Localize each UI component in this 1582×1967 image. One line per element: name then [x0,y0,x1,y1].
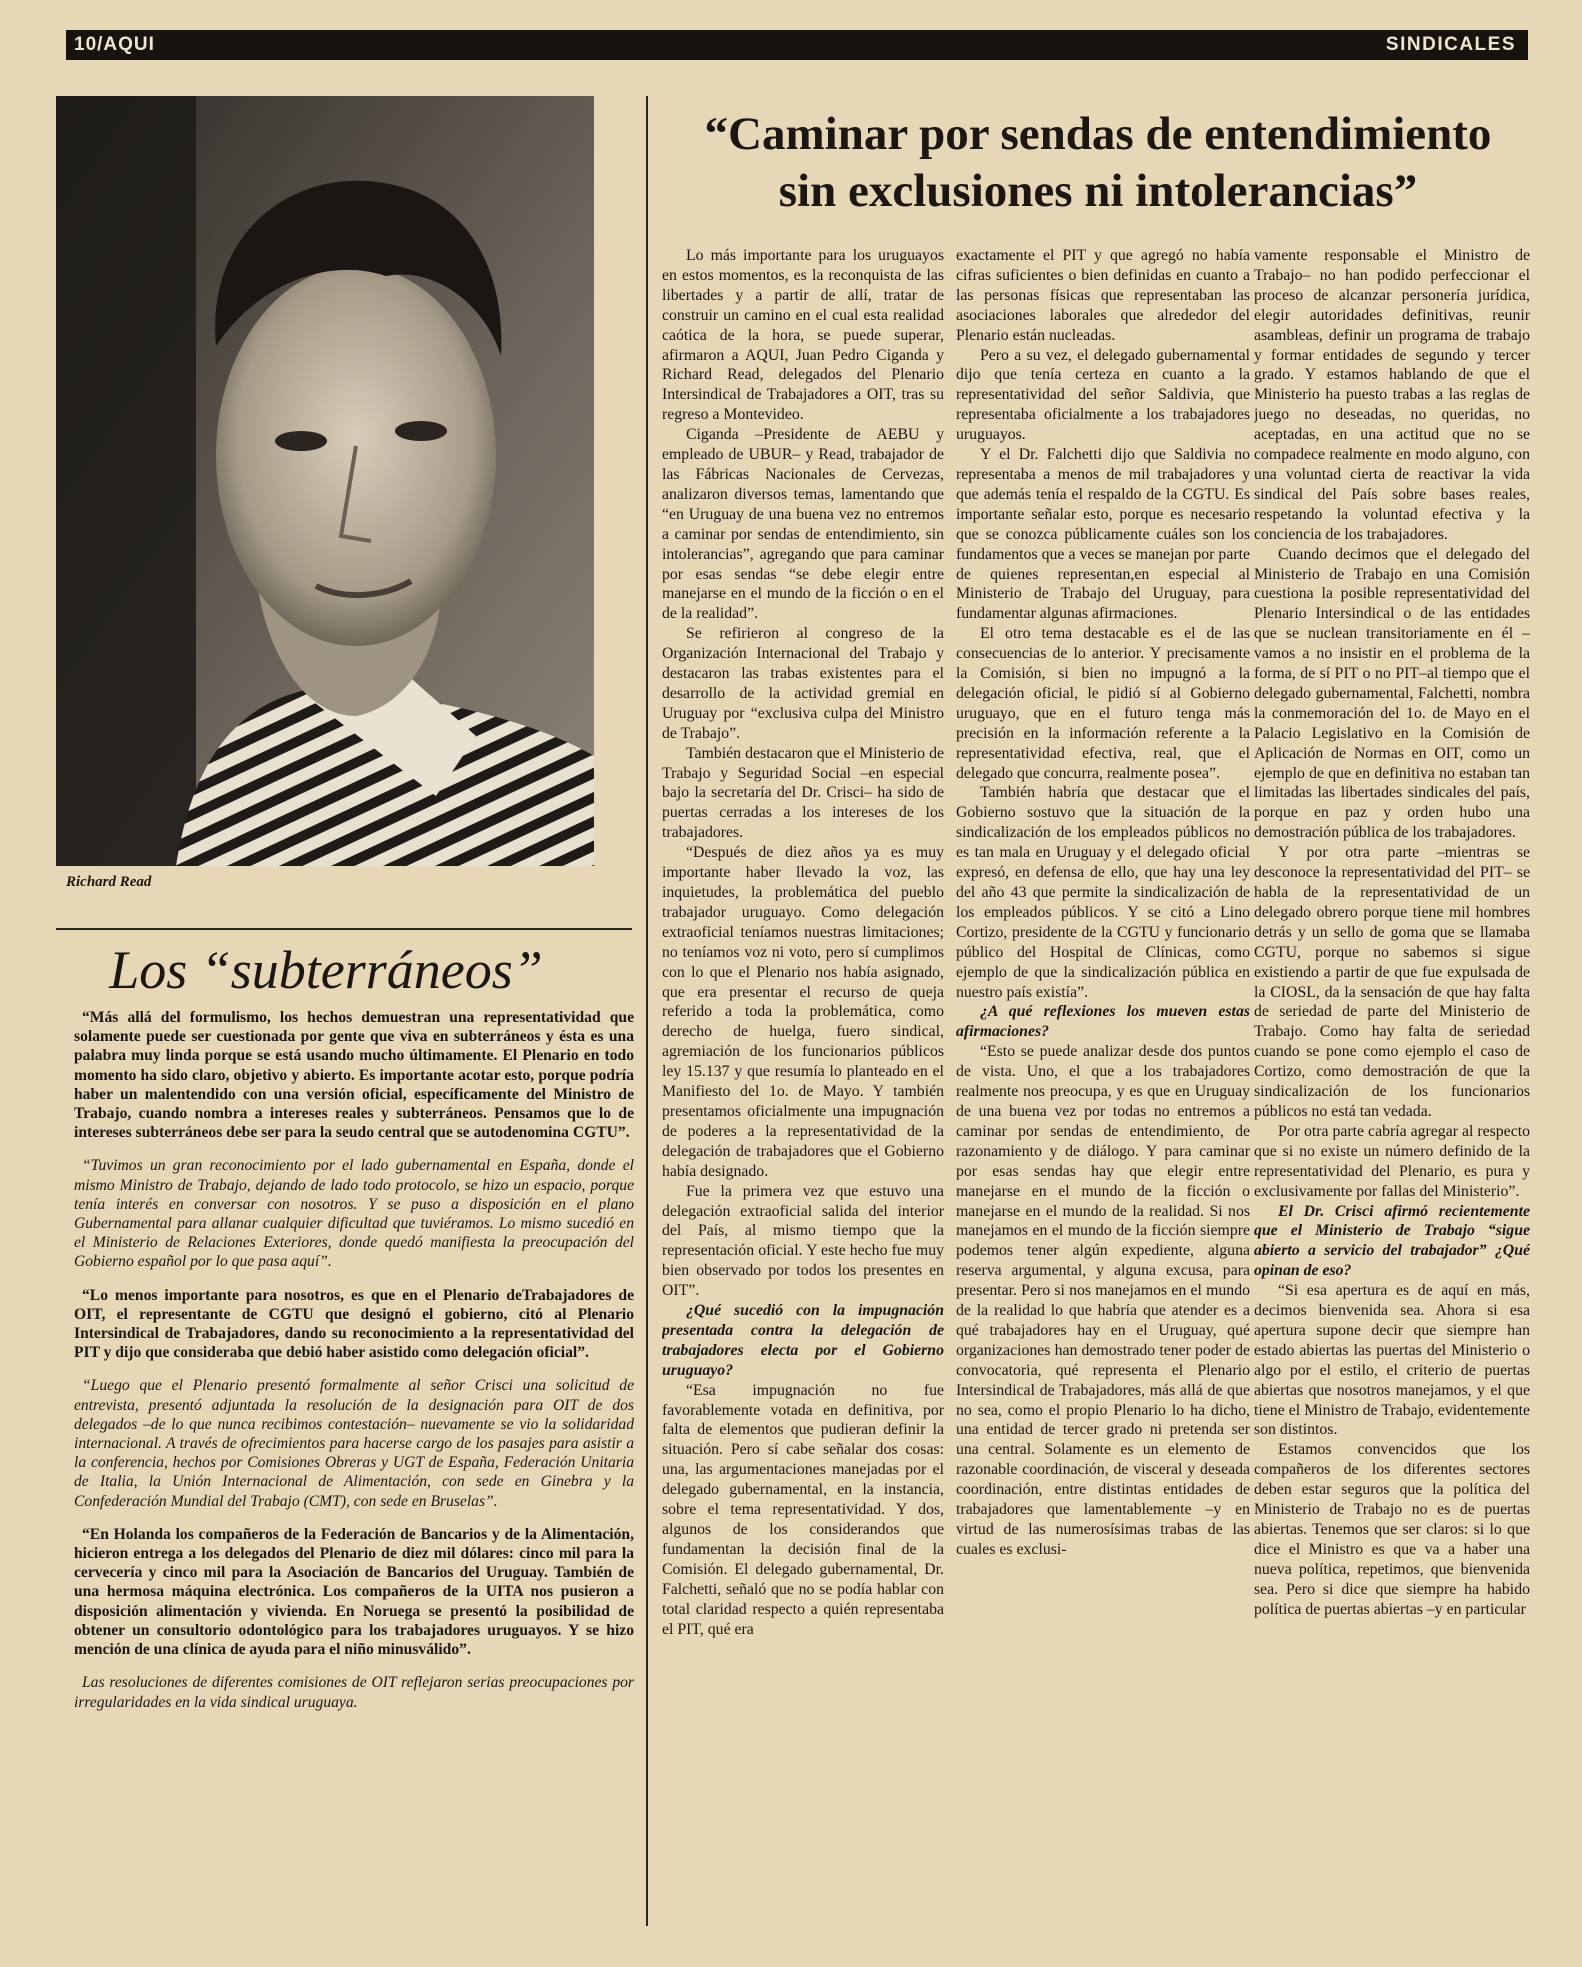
article-paragraph: “Después de diez años ya es muy importante haber llevado la voz, las inquietudes, la problemática del pueblo trabajador uruguayo. Como delegación extraoficial teníamos nuestras limitaciones; no teníamos voz ni voto, pero sí cumplimos con lo que el Plenario nos había asignado, que era presentar el recurso de queja referido a toda la problemática, como derecho de huelga, fuero sindical, agremiación de los funcionarios públicos ley 15.137 y que resumía lo planteado en el Manifiesto del 1o. de Mayo. Y también presentamos oficialmente una impugnación de poderes a la representatividad de la delegación de trabajadores que el Gobierno había designado. [662,844,944,1180]
interview-question: ¿Qué sucedió con la impugnación presentada contra la delegación de trabajadores electa por el Gobierno uruguayo? [662,1302,944,1379]
article-paragraph: Lo más importante para los uruguayos en estos momentos, es la reconquista de las libertades y a partir de allí, tratar de construir un camino en el cual esta realidad caótica de la hora, se puede superar, afirmaron a AQUI, Juan Pedro Ciganda y Richard Read, delegados del Plenario Intersindical de Trabajadores a OIT, tras su regreso a Montevideo. [662,247,944,424]
article-paragraph: vamente responsable el Ministro de Trabajo– no han podido perfeccionar el proceso de alcanzar personería jurídica, elegir autoridades definitivas, reunir asambleas, definir un programa de trabajo y formar entidades de segundo y tercer grado. Y estamos hablando de que el Ministerio ha puesto trabas a las reglas de juego no deseadas, no queridas, no aceptadas, en una actitud que no se compadece realmente en modo alguno, con una voluntad cierta de reactivar la vida sindical del País sobre bases reales, respetando la voluntad efectiva y la conciencia de los trabajadores. [1254,247,1530,543]
article-paragraph: Ciganda –Presidente de AEBU y empleado de UBUR– y Read, trabajador de las Fábricas Nacionales de Cervezas, analizaron diversos temas, lamentando que “en Uruguay de una buena vez no entremos a caminar por sendas de entendimiento, sin intolerancias”, agregando que para caminar por esas sendas “se debe elegir entre manejarse en el mundo de la ficción o en el de la realidad”. [662,426,944,623]
headline-line: sin exclusiones ni intolerancias” [778,165,1418,217]
interview-question: El Dr. Crisci afirmó recientemente que el Ministerio de Trabajo “sigue abierto a servicio del trabajador” ¿Qué opinan de eso? [1254,1202,1530,1280]
interview-question: ¿A qué reflexiones los mueven estas afirmaciones? [956,1003,1250,1041]
article-headline [648,106,1548,220]
article-paragraph: “Esa impugnación no fue favorablemente votada en definitiva, por falta de elementos que pudieran definir la situación. Pero sí cabe señalar dos cosas: una, las argumentaciones manejadas por el delegado gubernamental, en la instancia, sobre el tema representatividad. Y dos, algunos de los considerandos que fundamentan la decisión final de la Comisión. El delegado gubernamental, Dr. Falchetti, señaló que no se podía hablar con total claridad respecto a quién representaba el PIT, qué era [662,1381,944,1638]
article-paragraph: Y el Dr. Falchetti dijo que Saldivia no representaba a menos de mil trabajadores y que además tenía el respaldo de la CGTU. Es importante señalar esto, porque es necesario que se conozca públicamente cuáles son los fundamentos que a veces se manejan por parte de quienes representan,en especial al Ministerio de Trabajo del Uruguay, para fundamentar algunas afirmaciones. [956,446,1250,623]
article-paragraph: Fue la primera vez que estuvo una delegación extraoficial salida del interior del País, al mismo tiempo que la representación oficial. Y este hecho fue muy bien observado por todos los presentes en OIT”. [662,1182,944,1300]
sidebar-paragraph: “Luego que el Plenario presentó formalmente al señor Crisci una solicitud de entrevista, presentó adjuntada la resolución de la designación para OIT de dos delegados –de lo que nunca recibimos contestación– nuevamente se vio la solidaridad internacional. A través de ofrecimientos para hacerse cargo de los pasajes para asistir a la conferencia, hechos por Comisiones Obreras y UGT de España, Federación Unitaria de Italia, la Unión Internacional de Alimentación, con sede en Ginebra y la Confederación Mundial del Trabajo (CMT), con sede en Bruselas”. [74,1377,634,1510]
article-paragraph: exactamente el PIT y que agregó no había cifras suficientes o bien definidas en cuanto a las personas físicas que representaban las asociaciones laborales que alrededor del Plenario están nucleadas. [956,247,1250,344]
article-column-2 [956,246,1250,1926]
sidebar-paragraph: “Más allá del formulismo, los hechos demuestran una representatividad que solamente puede ser cuestionada por gente que viva en subterráneos y ésta es una palabra muy linda porque se está usando mucho últimamente. El Plenario en todo momento ha sido claro, objetivo y abierto. Es importante acotar esto, porque podría haber un malentendido con una versión oficial, específicamente del Ministro de Trabajo, cuando nombra a intereses reales y subterráneos. Pensamos que lo de intereses subterráneos debe ser para la seudo central que se autodenomina CGTU”. [74,1009,634,1142]
section-divider [56,928,632,930]
sidebar-paragraph: “Tuvimos un gran reconocimiento por el lado gubernamental en España, donde el mismo Ministro de Trabajo, dejando de lado todo protocolo, se hizo un espacio, porque tenía interés en conversar con nosotros. Y se puso a disposición en el plano Gubernamental para allanar cualquier dificultad que tuviéramos. Lo mismo sucedió en el Ministerio de Relaciones Exteriores, donde quedó manifiesta la preocupación del Gobierno español por lo que pasa aquí”. [74,1157,634,1271]
portrait-illustration [56,96,594,866]
article-paragraph: Estamos convencidos que los compañeros de los diferentes sectores deben estar seguros que la política del Ministerio de Trabajo no es de puertas abiertas. Tenemos que ser claros: si lo que dice el Ministro es que va a haber una nueva política, repetimos, que bienvenida sea. Pero si dice que siempre ha habido política de puertas abiertas –y en particular [1254,1441,1530,1618]
article-paragraph: Cuando decimos que el delegado del Ministerio de Trabajo en una Comisión cuestiona la posible representatividad del Plenario Intersindical o de las entidades que se nuclean transitoriamente en él –vamos a no insistir en el problema de la forma, de sí PIT o no PIT–al tiempo que el delegado gubernamental, Falchetti, nombra la conmemoración del 1o. de Mayo en el Palacio Legislativo en la Comisión de Aplicación de Normas en OIT, como un ejemplo de que en definitiva no estaban tan limitadas las libertades sindicales del país, porque en paz y orden hubo una demostración pública de los trabajadores. [1254,545,1530,842]
portrait-photo [56,96,594,866]
article-paragraph: Y por otra parte –mientras se desconoce la representatividad del PIT– se habla de la representatividad de un delegado obrero porque tiene mil hombres detrás y un sello de goma que se llamaba CGTU, porque no sabemos si sigue existiendo a partir de que fue expulsada de la CIOSL, da la sensación de que hay falta de seriedad de parte del Ministerio de Trabajo. Como hay falta de seriedad cuando se pone como ejemplo el caso de Cortizo, como demostración de que la sindicalización de los funcionarios públicos no está tan vedada. [1254,844,1530,1120]
article-column-1 [662,246,944,1926]
article-paragraph: “Esto se puede analizar desde dos puntos de vista. Uno, el que a los trabajadores realmente nos preocupa, y es que en Uruguay de una buena vez por todas no entremos a caminar por sendas de entendimiento, de razonamiento y de diálogo. Y para caminar por esas sendas hay que elegir entre manejarse en el mundo de la ficción o manejarse en el mundo de la realidad. Si nos manejamos en el mundo de la ficción siempre podemos tener algún expediente, alguna reserva argumental, y alguna excusa, para presentar. Pero si nos manejamos en el mundo de la realidad lo que habría que atender es a qué trabajadores hay en el Uruguay, qué organizaciones han demostrado tener poder de convocatoria, qué representa el Plenario Intersindical de Trabajadores, más allá de que no sea, como el propio Plenario lo ha dicho, una entidad de tercer grado ni pretenda ser una central. Solamente es un elemento de razonable coordinación, de visceral y deseada coordinación, entre distintas entidades de trabajadores que lamentablemente –y en virtud de las numerosísimas trabas de las cuales es exclusi- [956,1043,1250,1558]
article-paragraph: Pero a su vez, el delegado gubernamental dijo que tenía certeza en cuanto a la representatividad del señor Saldivia, que representaba oficialmente a los trabajadores uruguayos. [956,346,1250,444]
sidebar-body [74,1008,634,1726]
sidebar-paragraph: “Lo menos importante para nosotros, es que en el Plenario deTrabajadores de OIT, el representante de CGTU que designó el gobierno, citó al Plenario Intersindical de Trabajadores, dando su reconocimiento a la representatividad del PIT y dijo que consideraba que debió haber asistido como delegación oficial”. [74,1286,634,1362]
sidebar-paragraph: “En Holanda los compañeros de la Federación de Bancarios y de la Alimentación, hicieron entrega a los delegados del Plenario de diez mil dólares: cinco mil para la cervecería y cinco mil para la Asociación de Bancarios del Uruguay. También de una hermosa máquina electrónica. Los compañeros de la UITA nos pusieron a disposición alimentación y vivienda. En Noruega se presentó la posibilidad de obtener un consultorio odontológico para los trabajadores uruguayos. Y se hizo mención de una clínica de ayuda para el niño minusválido”. [74,1525,634,1659]
headline-line: “Caminar por sendas de entendimiento [704,108,1492,160]
page-header-bar [66,30,1528,60]
page-number-section: 10/AQUI [74,34,155,55]
photo-caption: Richard Read [66,874,152,890]
sidebar-title: Los “subterráneos” [109,940,543,1000]
article-column-3 [1254,246,1530,1926]
sidebar-paragraph: Las resoluciones de diferentes comisiones de OIT reflejaron serias preocupaciones por irregularidades en la vida sindical uruguaya. [74,1674,634,1711]
article-paragraph: También habría que destacar que el Gobierno sostuvo que la situación de la sindicalización de los empleados públicos no es tan mala en Uruguay y el delegado oficial expresó, en defensa de ello, que hay una ley del año 43 que permite la sindicalización de los empleados públicos. Y se citó a Lino Cortizo, presidente de la CGTU y funcionario público del Hospital de Clínicas, como ejemplo de que la sindicalización pública en nuestro país existía”. [956,784,1250,1001]
article-paragraph: Se refirieron al congreso de la Organización Internacional del Trabajo y destacaron las trabas existentes para el desarrollo de la actividad gremial en Uruguay por “exclusiva culpa del Ministro de Trabajo”. [662,625,944,742]
article-paragraph: El otro tema destacable es el de las consecuencias de lo anterior. Y precisamente la Comisión, si bien no impugnó a la delegación oficial, le pidió sí al Gobierno uruguayo, que en el futuro tenga más precisión en la información referente a la representatividad efectiva, real, que el delegado que concurra, realmente posea”. [956,625,1250,782]
article-paragraph: “Si esa apertura es de aquí en más, decimos bienvenida sea. Ahora si esa apertura supone decir que siempre han estado abiertas las puertas del Ministerio o algo por el estilo, el criterio de puertas abiertas que nosotros manejamos, y el que tiene el Ministro de Trabajo, evidentemente son distintos. [1254,1282,1530,1439]
article-paragraph: Por otra parte cabría agregar al respecto que si no existe un número definido de la representatividad del Plenario, es pura y exclusivamente por fallas del Ministerio”. [1254,1122,1530,1200]
article-paragraph: También destacaron que el Ministerio de Trabajo y Seguridad Social –en especial bajo la secretaría del Dr. Crisci– ha sido de puertas cerradas a los intereses de los trabajadores. [662,744,944,842]
column-divider [646,96,648,1926]
section-name: SINDICALES [1385,34,1516,55]
